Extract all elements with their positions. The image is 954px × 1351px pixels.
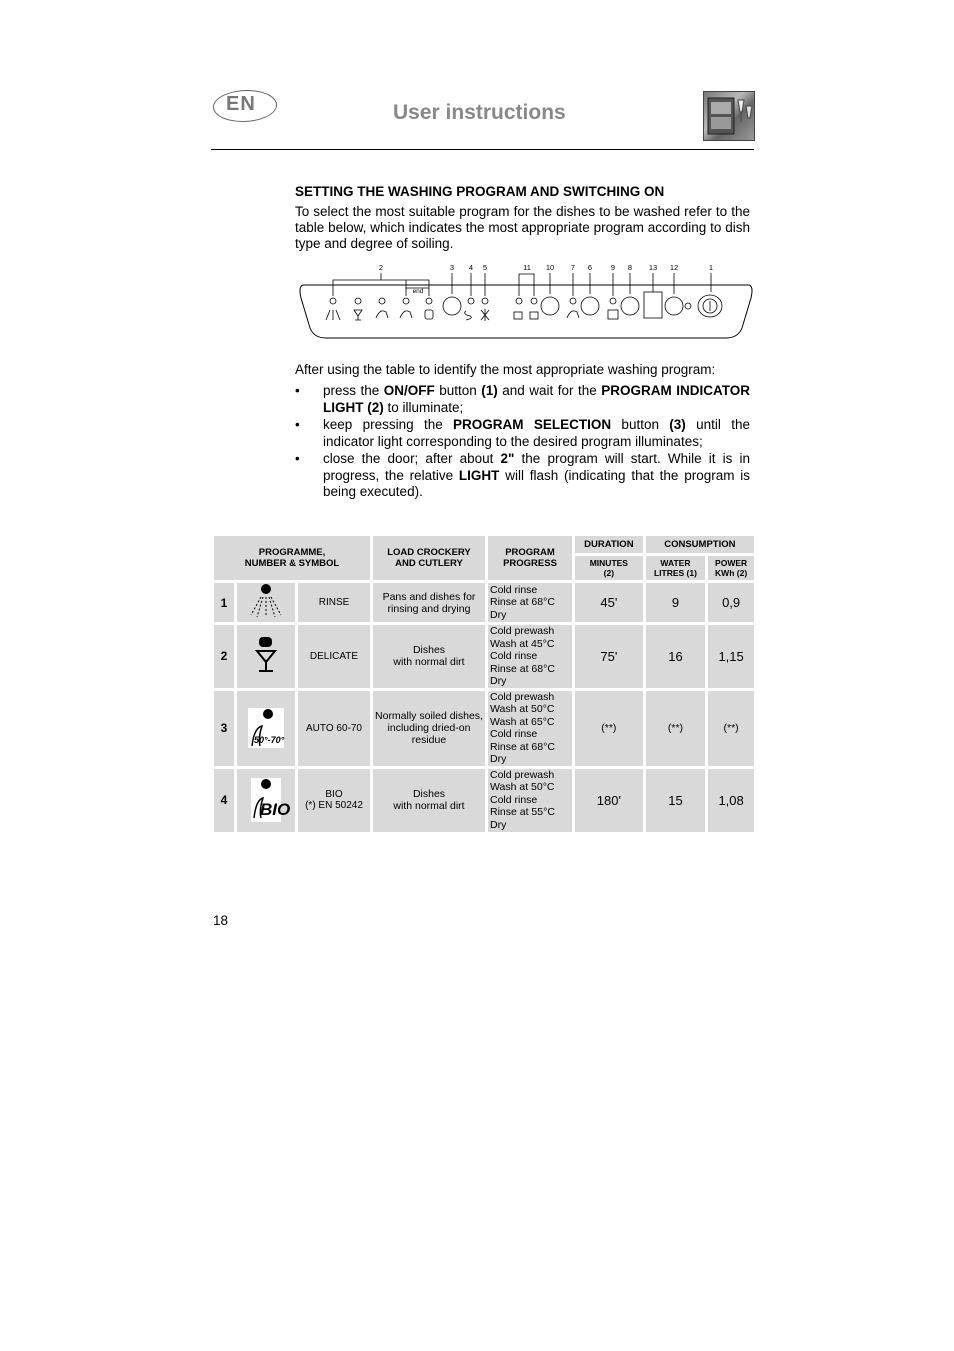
program-water: 15 xyxy=(646,769,706,832)
header-consumption: CONSUMPTION xyxy=(646,536,754,553)
control-panel-diagram xyxy=(298,258,754,342)
program-load: Dishes with normal dirt xyxy=(373,625,485,688)
header-programme: PROGRAMME, NUMBER & SYMBOL xyxy=(214,536,370,580)
program-progress: Cold prewash Wash at 45°C Cold rinse Rinse at 68°C Dry xyxy=(488,625,572,688)
header-load: LOAD CROCKERY AND CUTLERY xyxy=(373,536,485,580)
program-progress: Cold prewash Wash at 50°C Cold rinse Rinse at 55°C Dry xyxy=(488,769,572,832)
program-name: AUTO 60-70 xyxy=(298,691,370,766)
program-water: 16 xyxy=(646,625,706,688)
program-load: Dishes with normal dirt xyxy=(373,769,485,832)
program-name: BIO (*) EN 50242 xyxy=(298,769,370,832)
program-number: 3 xyxy=(214,691,234,766)
panel-label-9: 9 xyxy=(610,263,616,272)
panel-label-10: 10 xyxy=(545,263,555,272)
program-minutes: 45' xyxy=(575,583,643,622)
step-item: • press the ON/OFF button (1) and wait for the PROGRAM INDICATOR LIGHT (2) to illuminate; xyxy=(295,383,751,415)
auto-icon xyxy=(237,691,295,766)
delicate-icon xyxy=(237,625,295,688)
program-number: 1 xyxy=(214,583,234,622)
panel-label-12: 12 xyxy=(669,263,679,272)
bullet: • xyxy=(295,383,300,398)
bullet: • xyxy=(295,417,300,432)
program-minutes: 180' xyxy=(575,769,643,832)
step-item: • keep pressing the PROGRAM SELECTION button (3) until the indicator light corresponding to the desired program illuminates; xyxy=(295,417,750,449)
program-power: 1,08 xyxy=(708,769,754,832)
program-power: 0,9 xyxy=(708,583,754,622)
program-power: (**) xyxy=(708,691,754,766)
program-name: DELICATE xyxy=(298,625,370,688)
bullet: • xyxy=(295,451,300,466)
page-title: User instructions xyxy=(393,101,566,124)
after-paragraph: After using the table to identify the most appropriate washing program: xyxy=(295,362,716,377)
program-load: Pans and dishes for rinsing and drying xyxy=(373,583,485,622)
program-minutes: 75' xyxy=(575,625,643,688)
auto-icon-label: 50°-70° xyxy=(254,735,285,745)
panel-label-7: 7 xyxy=(570,263,576,272)
panel-label-5: 5 xyxy=(482,263,488,272)
program-progress: Cold rinse Rinse at 68°C Dry xyxy=(488,583,572,622)
panel-label-6: 6 xyxy=(587,263,593,272)
section-heading: SETTING THE WASHING PROGRAM AND SWITCHING ON xyxy=(295,184,665,199)
page-number: 18 xyxy=(213,913,229,928)
steps-list xyxy=(295,383,750,502)
program-load: Normally soiled dishes, including dried-on residue xyxy=(373,691,485,766)
panel-label-11: 11 xyxy=(523,263,531,272)
step-item: • close the door; after about 2" the program will start. While it is in progress, the relative LIGHT will flash (indicating that the program is being executed). xyxy=(295,451,751,499)
header-divider xyxy=(211,149,754,150)
program-number: 4 xyxy=(214,769,234,832)
header-water: WATER LITRES (1) xyxy=(646,556,706,580)
bio-icon-label: BIO xyxy=(260,800,291,819)
program-progress: Cold prewash Wash at 50°C Wash at 65°C Cold rinse Rinse at 68°C Dry xyxy=(488,691,572,766)
program-name: RINSE xyxy=(298,583,370,622)
table-row xyxy=(214,625,754,688)
panel-label-4: 4 xyxy=(468,263,474,272)
panel-label-end: end xyxy=(412,288,424,295)
panel-label-1: 1 xyxy=(708,263,714,272)
panel-label-8: 8 xyxy=(627,263,633,272)
panel-label-2: 2 xyxy=(378,263,384,272)
program-number: 2 xyxy=(214,625,234,688)
header-duration: DURATION xyxy=(575,536,643,553)
program-water: (**) xyxy=(646,691,706,766)
table-row xyxy=(214,769,754,832)
program-table xyxy=(211,533,757,835)
table-row xyxy=(214,691,754,766)
program-power: 1,15 xyxy=(708,625,754,688)
program-water: 9 xyxy=(646,583,706,622)
table-row xyxy=(214,583,754,622)
intro-paragraph: To select the most suitable program for the dishes to be washed refer to the table below, which indicates the most appropriate program according to dish type and degree of soiling. xyxy=(295,204,750,251)
panel-label-13: 13 xyxy=(648,263,658,272)
header-power: POWER KWh (2) xyxy=(708,556,754,580)
panel-label-3: 3 xyxy=(449,263,455,272)
bio-icon xyxy=(237,769,295,832)
rinse-icon xyxy=(237,583,295,622)
header-progress: PROGRAM PROGRESS xyxy=(488,536,572,580)
header-minutes: MINUTES (2) xyxy=(575,556,643,580)
program-minutes: (**) xyxy=(575,691,643,766)
dishwasher-photo-icon xyxy=(703,91,755,141)
language-badge-text: EN xyxy=(226,93,256,115)
